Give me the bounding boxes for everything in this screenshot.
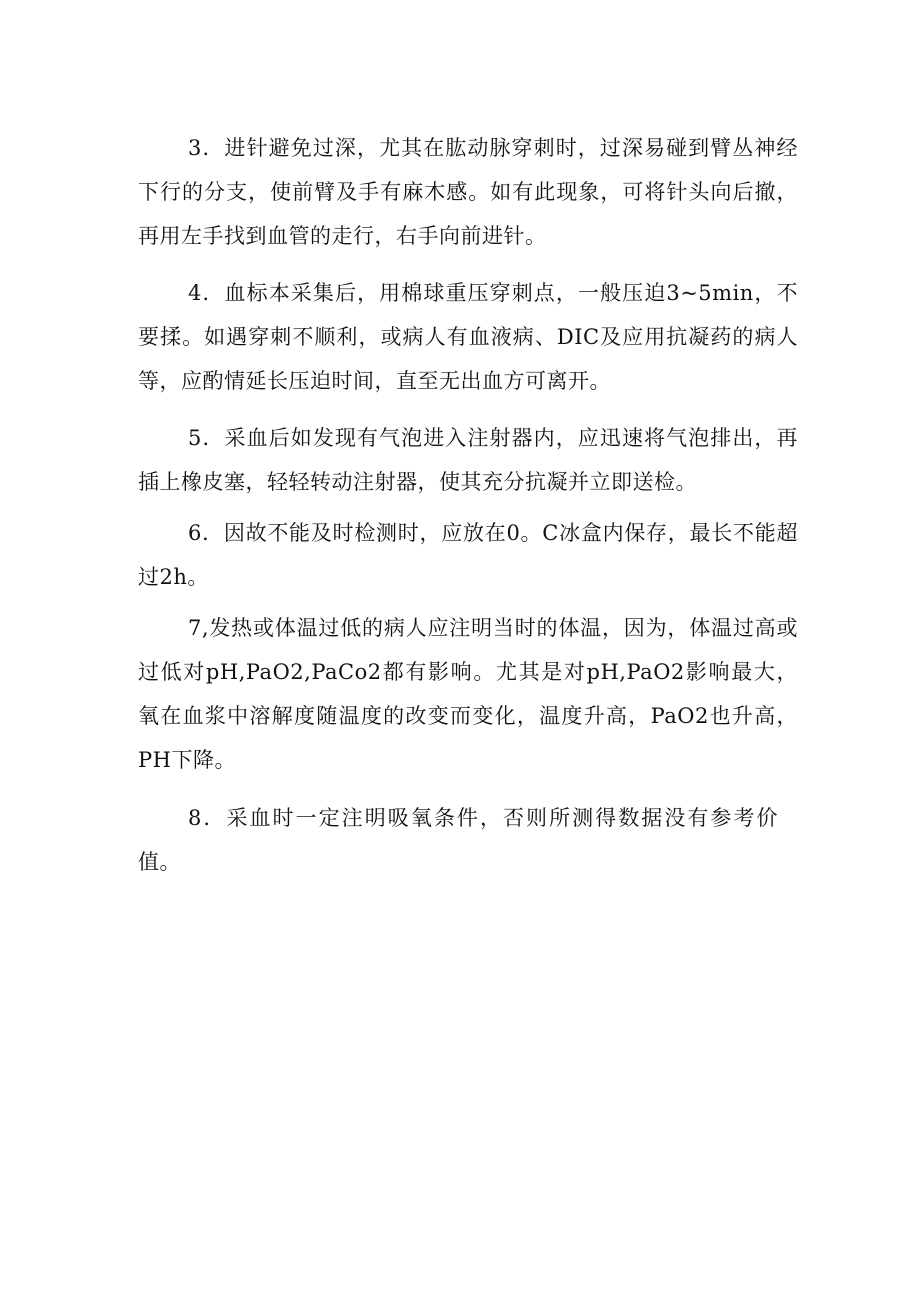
paragraph-item-8: 8．采血时一定注明吸氧条件，否则所测得数据没有参考价值。 — [138, 806, 778, 874]
paragraph-item-5: 5．采血后如发现有气泡进入注射器内，应迅速将气泡排出，再插上橡皮塞，轻轻转动注射器，使其充分抗凝并立即送检。 — [138, 426, 798, 494]
paragraph-item-7: 7,发热或体温过低的病人应注明当时的体温，因为，体温过高或过低对pH,PaO2,PaCo2都有影响。尤其是对pH,PaO2影响最大，氧在血浆中溶解度随温度的改变而变化，温度升高，PaO2也升高，PH下降。 — [138, 616, 798, 772]
paragraph-item-6: 6．因故不能及时检测时，应放在0。C冰盒内保存，最长不能超过2h。 — [138, 521, 798, 589]
paragraph-item-4: 4．血标本采集后，用棉球重压穿刺点，一般压迫3~5min，不要揉。如遇穿刺不顺利，或病人有血液病、DIC及应用抗凝药的病人等，应酌情延长压迫时间，直至无出血方可离开。 — [138, 281, 798, 393]
paragraph-item-3: 3．进针避免过深，尤其在肱动脉穿刺时，过深易碰到臂丛神经下行的分支，使前臂及手有麻木感。如有此现象，可将针头向后撤，再用左手找到血管的走行，右手向前进针。 — [138, 136, 798, 248]
